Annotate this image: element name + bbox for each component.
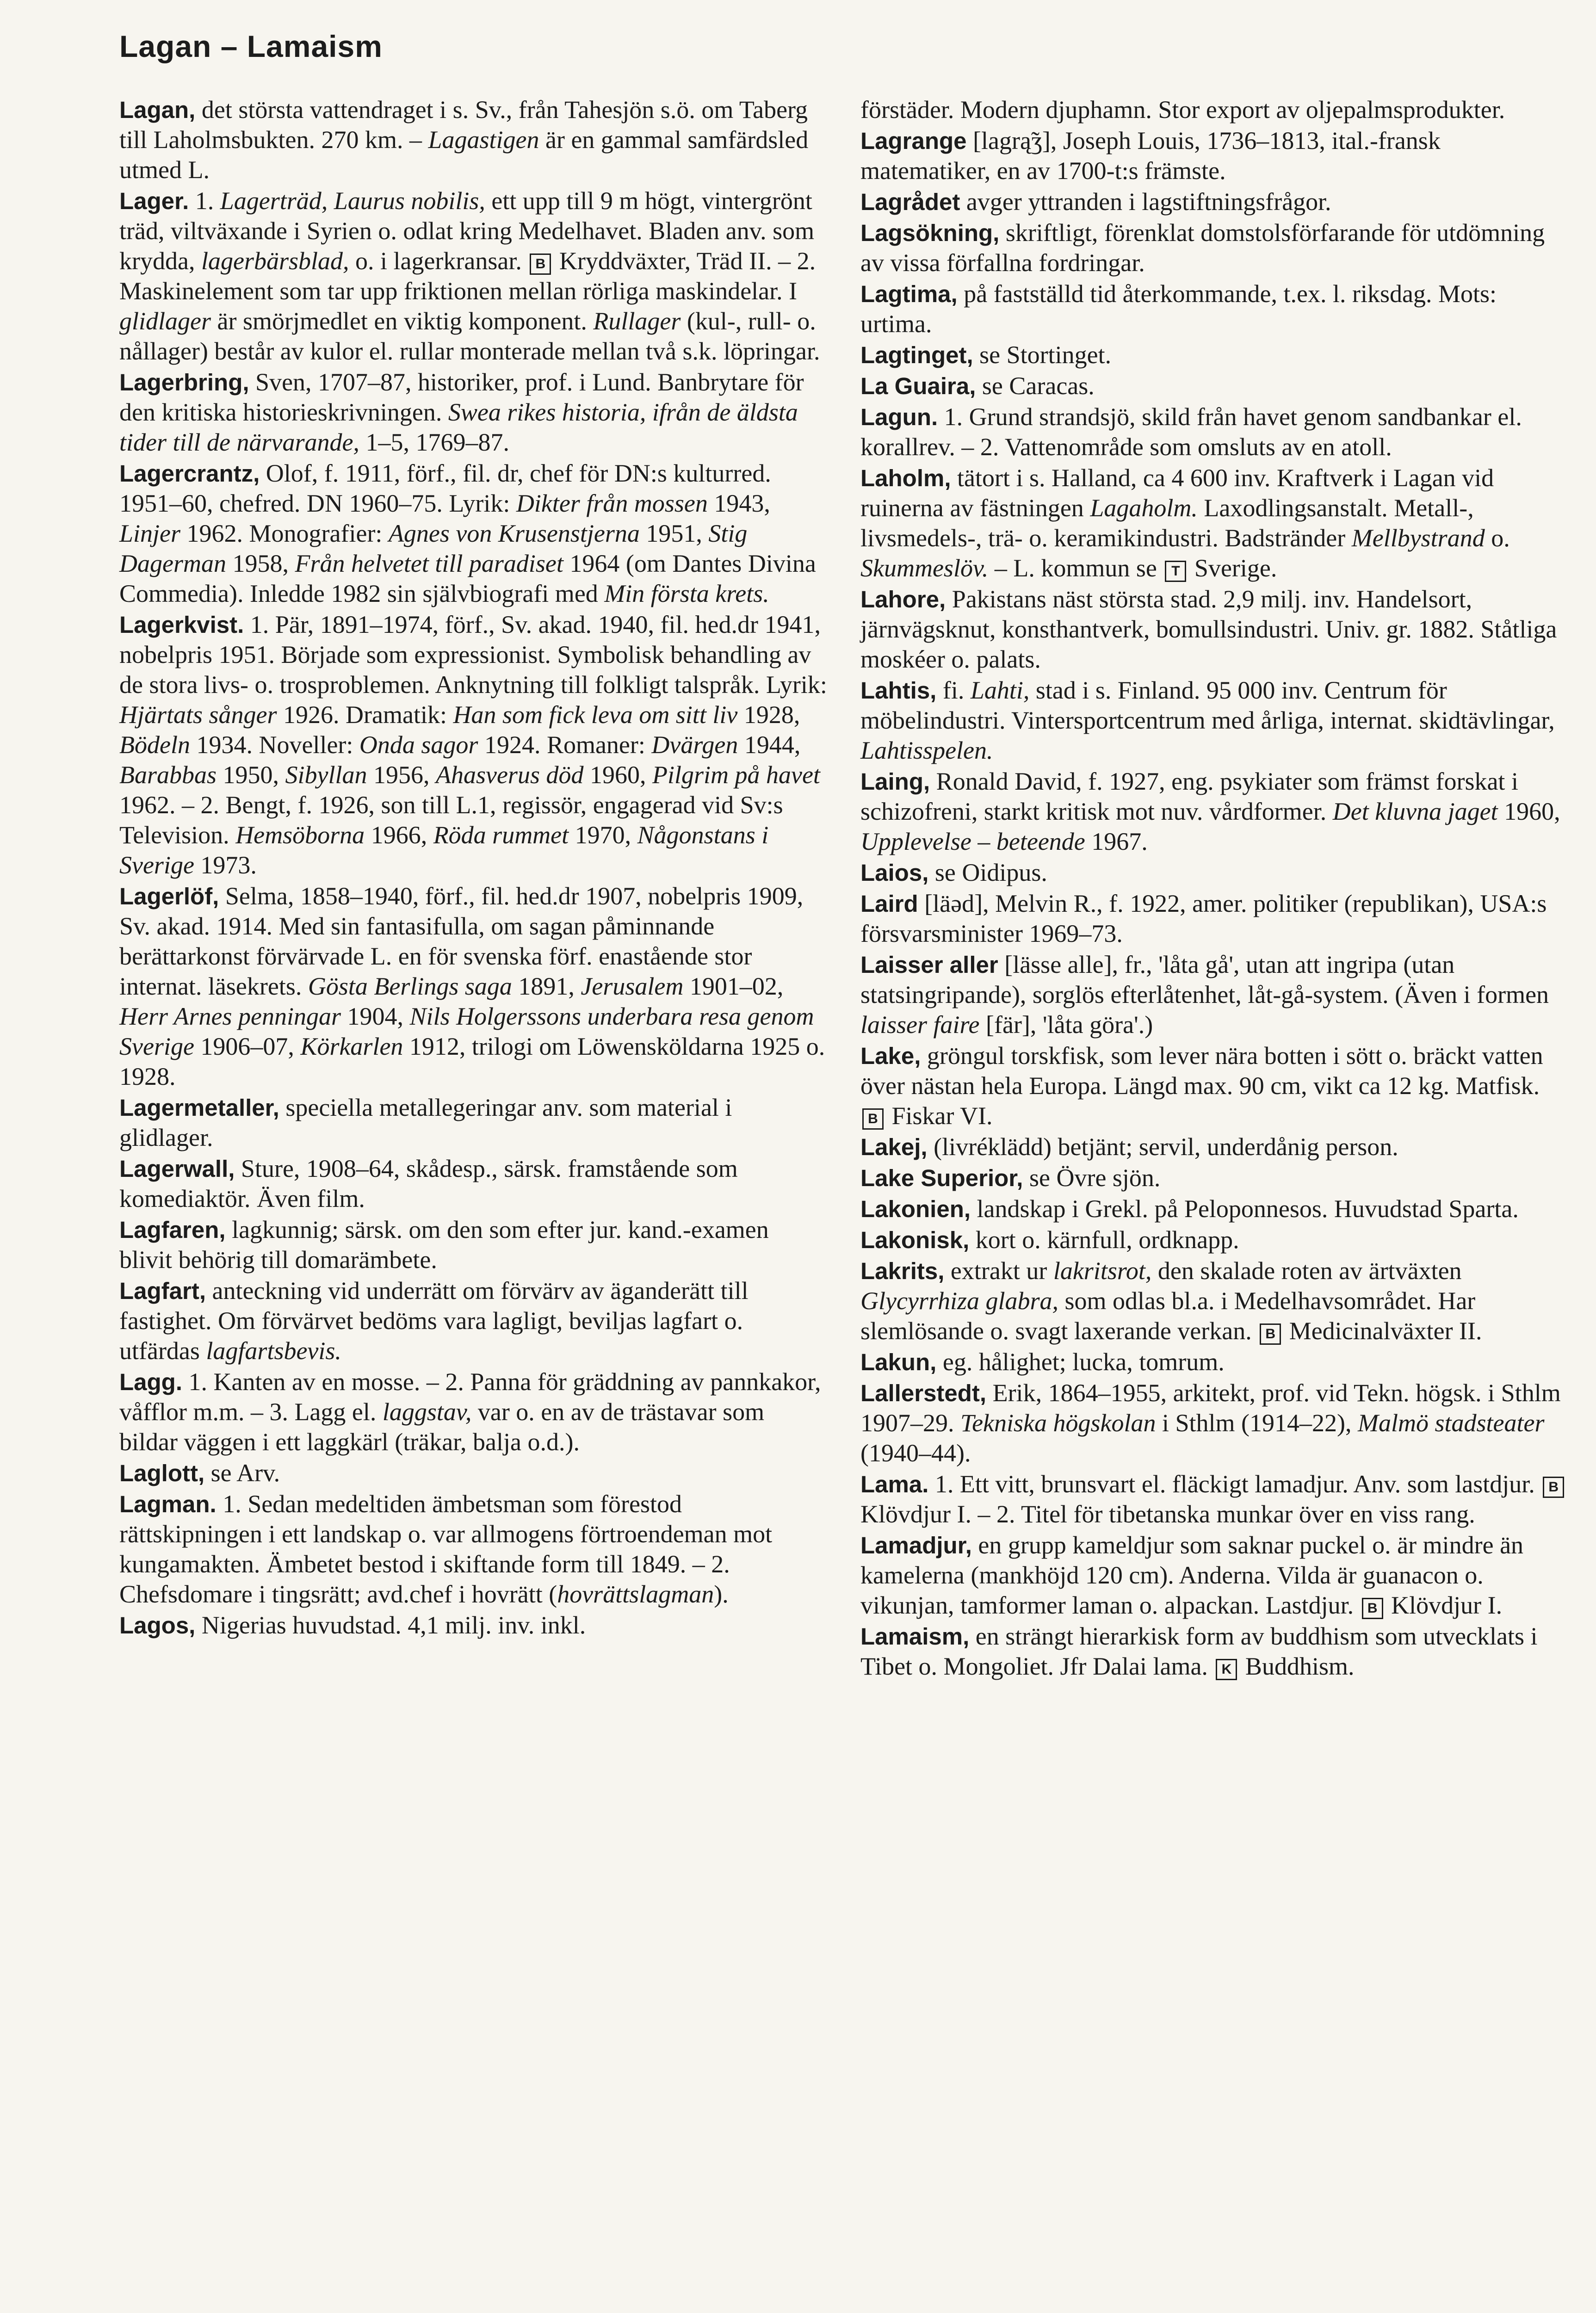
entry-text: o. [1485,524,1510,552]
entry-text: o. i lagerkransar. [349,247,528,275]
entry-headword: Lagan, [119,97,196,123]
entry-headword: Lakun, [860,1349,937,1375]
dictionary-entry [860,1132,1568,1162]
entry-text: [lagrą̃ʒ], Joseph Louis, 1736–1813, ital.-fransk matematiker, en av 1700-t:s främste. [860,127,1441,185]
dictionary-entry [119,186,827,366]
italic-term: laisser faire [860,1011,980,1039]
italic-term: Det kluvna jaget [1332,798,1498,825]
dictionary-entry [119,1215,827,1275]
entry-text: 1912, trilogi om Löwensköldarna 1925 o. 1928. [119,1033,825,1090]
dictionary-entry [119,1489,827,1609]
entry-text: (kul-, rull- o. nållager) består av kulor el. rullar monterade mellan två s.k. löpringar. [119,307,820,365]
dictionary-entry [119,458,827,609]
cross-reference-icon: B [862,1108,884,1130]
entry-text: lagkunnig; särsk. om den som efter jur. kand.-examen blivit behörig till domarämbete. [119,1216,769,1274]
entry-text: stad i s. Finland. 95 000 inv. Centrum för möbelindustri. Vintersportcentrum med årliga, internat. skidtävlingar, [860,676,1555,734]
entry-text: se Caracas. [976,372,1095,400]
dictionary-entry [860,1469,1568,1529]
entry-text: (livréklädd) betjänt; servil, underdånig person. [927,1133,1398,1161]
italic-term: lagfartsbevis. [206,1337,341,1365]
dictionary-entry [860,584,1568,674]
italic-term: Gösta Berlings saga [308,972,512,1000]
dictionary-entry [860,218,1568,278]
entry-text: 1964 (om Dantes Divina Commedia). Inledde 1982 sin självbiografi med [119,550,816,607]
entry-headword: Lakej, [860,1134,928,1160]
italic-term: Lagastigen [428,126,539,154]
italic-term: Onda sagor [359,731,478,759]
italic-term: Swea rikes historia, ifrån de äldsta tider till de närvarande, [119,398,798,456]
entry-headword: Lakonisk, [860,1227,970,1253]
entry-text: en grupp kameldjur som saknar puckel o. är mindre än kamelerna (mankhöjd 120 cm). Anderna. Vilda är guanacon o. vikunjan, tamformer laman o. alpackan. Lastdjur. [860,1531,1524,1619]
italic-term: Bödeln [119,731,190,759]
entry-text: den skalade roten av ärtväxten [1151,1257,1462,1285]
entry-text: som odlas bl.a. i Medelhavsområdet. Har slemlösande o. svagt laxerande verkan. [860,1287,1476,1345]
entry-text: är en gammal samfärdsled utmed L. [119,126,809,184]
dictionary-entry [860,187,1568,217]
cross-reference-icon: B [1260,1323,1281,1345]
italic-term: Skummeslöv. [860,554,989,582]
entry-text: är smörjmedlet en viktig komponent. [211,307,594,335]
italic-term: Linjer [119,519,181,547]
entry-text: 1956, [367,761,436,789]
entry-text: tätort i s. Halland, ca 4 600 inv. Kraftverk i Lagan vid ruinerna av fästningen [860,464,1494,522]
entry-text: [fär], 'låta göra'.) [979,1011,1153,1039]
entry-text: se Övre sjön. [1023,1164,1161,1192]
entry-headword: Lagerwall, [119,1156,235,1182]
italic-term: Stig Dagerman [119,519,748,577]
entry-text: 1934. Noveller: [190,731,359,759]
entry-text: speciella metallegeringar anv. som material i glidlager. [119,1094,732,1151]
entry-text: 1951, [639,519,709,547]
entry-text: eg. hålighet; lucka, tomrum. [936,1348,1225,1376]
dictionary-entry [860,1621,1568,1682]
italic-term: Dikter från mossen [516,489,708,517]
entry-text: Klövdjur I. – 2. Titel för tibetanska munkar över en viss rang. [860,1500,1475,1528]
italic-term: Dvärgen [651,731,738,759]
entry-headword: Lakrits, [860,1258,945,1284]
italic-term: Malmö stadsteater [1358,1409,1545,1437]
dictionary-entry [119,1367,827,1457]
entry-headword: Lake Superior, [860,1165,1023,1191]
entry-headword: Lagerbring, [119,369,249,396]
entry-text: 1891, [512,972,581,1000]
entry-headword: Lagman. [119,1491,217,1517]
right-column [860,95,1568,1682]
entry-text: Selma, 1858–1940, förf., fil. hed.dr 1907, nobelpris 1909, Sv. akad. 1914. Med sin fantasifulla, om sagan påminnande berättarkonst förvärvade L. en för svenska förf. enastående stor internat. läsekrets. [119,882,804,1000]
entry-text: 1958, [226,550,295,577]
entry-headword: Lagrange [860,128,967,154]
entry-headword: Lagrådet [860,189,960,215]
entry-text: Laxodlingsanstalt. Metall-, livsmedels-, trä- o. keramikindustri. Badstränder [860,494,1474,552]
entry-text: kort o. kärnfull, ordknapp. [969,1226,1239,1254]
entry-text: ). [714,1580,729,1608]
entry-text: (1940–44). [860,1439,971,1467]
cross-reference-icon: B [1362,1598,1383,1619]
cross-reference-icon: B [530,254,551,275]
entry-headword: Lallerstedt, [860,1380,987,1406]
entry-text: 1. Ett vitt, brunsvart el. fläckigt lamadjur. Anv. som lastdjur. [928,1470,1541,1498]
entry-headword: Lagg. [119,1369,182,1395]
italic-term: Han som fick leva om sitt liv [453,701,738,729]
entry-text: Buddhism. [1239,1652,1355,1680]
dictionary-entry [860,1225,1568,1255]
italic-term: Min första krets. [604,580,769,607]
entry-text: 1960, [1497,798,1560,825]
entry-headword: Laird [860,891,918,917]
entry-headword: Lakonien, [860,1196,971,1222]
entry-text: Olof, f. 1911, förf., fil. dr, chef för DN:s kulturred. 1951–60, chefred. DN 1960–75. Lyrik: [119,459,771,517]
entry-text: Pakistans näst största stad. 2,9 milj. inv. Handelsort, järnvägsknut, konsthantverk, bomullsindustri. Univ. gr. 1882. Ståtliga moskéer o. palats. [860,585,1557,673]
dictionary-entry [860,279,1568,339]
entry-text: Kryddväxter, Träd II. – 2. Maskinelement som tar upp friktionen mellan rörliga maskindelar. I [119,247,816,305]
dictionary-entry [860,402,1568,462]
entry-headword: Lagerlöf, [119,883,219,909]
entry-text: 1924. Romaner: [478,731,652,759]
italic-term: Röda rummet [433,821,569,849]
entry-text: förstäder. Modern djuphamn. Stor export av oljepalmsprodukter. [860,96,1505,124]
entry-headword: Lagun. [860,404,938,430]
entry-headword: Lagos, [119,1612,196,1639]
italic-term: Lahtisspelen. [860,736,993,764]
entry-headword: Lake, [860,1043,921,1069]
entry-text: 1928, [737,701,800,729]
entry-text: 1. Pär, 1891–1974, förf., Sv. akad. 1940, fil. hed.dr 1941, nobelpris 1951. Började som expressionist. Symbolisk behandling av de stora livs- o. trosproblemen. Anknytning till folkligt talspråk. Lyrik: [119,611,827,699]
italic-term: laggstav, [382,1398,472,1426]
entry-headword: Lagsökning, [860,220,1000,246]
entry-text: var o. en av de trästavar som bildar väggen i ett laggkärl (träkar, balja o.d.). [119,1398,765,1456]
entry-text: 1926. Dramatik: [277,701,453,729]
entry-text: 1. Grund strandsjö, skild från havet genom sandbankar el. korallrev. – 2. Vattenområde som omsluts av en atoll. [860,403,1522,461]
italic-term: Lagaholm. [1090,494,1198,522]
entry-headword: Lagfaren, [119,1217,226,1243]
cross-reference-icon: T [1165,561,1186,582]
cross-reference-icon: B [1543,1477,1564,1498]
entry-text: – L. kommun se [988,554,1163,582]
italic-term: Upplevelse – beteende [860,828,1085,855]
cross-reference-icon: K [1216,1659,1237,1680]
dictionary-entry [860,1041,1568,1131]
italic-term: glidlager [119,307,211,335]
entry-text: en strängt hierarkisk form av buddhism som utvecklats i Tibet o. Mongoliet. Jfr Dalai lama. [860,1622,1538,1680]
entry-text: [lässe alle], fr., 'låta gå', utan att ingripa (utan statsingripande), sorglös efterlåtenhet, låt-gå-system. (Även i formen [860,951,1549,1008]
entry-headword: Laglott, [119,1460,205,1486]
dictionary-entry [860,1163,1568,1193]
dictionary-entry [119,1610,827,1640]
entry-text: se Arv. [204,1459,280,1487]
entry-text: 1904, [341,1002,410,1030]
italic-term: Från helvetet till paradiset [295,550,563,577]
dictionary-entry [119,610,827,880]
italic-term: Hemsöborna [235,821,365,849]
italic-term: Mellbystrand [1351,524,1485,552]
italic-term: lagerbärsblad, [201,247,349,275]
dictionary-entry [860,95,1568,125]
dictionary-entry [860,950,1568,1040]
entry-headword: Lagercrantz, [119,460,260,487]
entry-text: 1973. [194,851,257,879]
entry-headword: Laholm, [860,465,951,491]
italic-term: Barabbas [119,761,217,789]
italic-term: Sibyllan [285,761,367,789]
entry-text: på fastställd tid återkommande, t.ex. l. riksdag. Mots: urtima. [860,280,1497,338]
entry-headword: La Guaira, [860,373,976,399]
entry-text: 1. [189,187,220,215]
dictionary-entry [119,1458,827,1488]
entry-text: Sture, 1908–64, skådesp., särsk. framstående som komediaktör. Även film. [119,1155,738,1212]
entry-text: Fiskar VI. [885,1102,993,1130]
entry-text: 1970, [569,821,637,849]
entry-text: gröngul torskfisk, som lever nära botten i sött o. bräckt vatten över nästan hela Europa. Längd max. 90 cm, vikt ca 12 kg. Matfisk. [860,1042,1543,1100]
entry-text: det största vattendraget i s. Sv., från Tahesjön s.ö. om Taberg till Laholmsbukten. 270 km. – [119,96,808,154]
entry-headword: Lagermetaller, [119,1095,279,1121]
italic-term: Lagerträd, Laurus nobilis, [220,187,485,215]
entry-text: fi. [936,676,971,704]
entry-headword: Lagtima, [860,281,958,307]
entry-text: 1906–07, [194,1033,301,1060]
entry-headword: Lamadjur, [860,1532,972,1558]
entry-headword: Laing, [860,768,930,795]
entry-text: 1. Sedan medeltiden ämbetsman som förestod rättskipningen i ett landskap o. var allmogens förtroendeman mot kungamakten. Ämbetet bestod i skiftande form till 1849. – 2. Chefsdomare i tingsrätt; avd.chef i hovrätt ( [119,1490,773,1608]
italic-term: Jerusalem [581,972,684,1000]
entry-headword: Lagtinget, [860,342,973,368]
entry-headword: Laisser aller [860,952,998,978]
dictionary-entry [860,1378,1568,1468]
dictionary-entry [119,1276,827,1366]
italic-term: hovrättslagman [557,1580,714,1608]
entry-headword: Lamaism, [860,1623,970,1650]
italic-term: Någonstans i Sverige [119,821,769,879]
dictionary-entry [119,1154,827,1214]
italic-term: Herr Arnes penningar [119,1002,341,1030]
entry-text: [läәd], Melvin R., f. 1922, amer. politiker (republikan), USA:s försvarsminister 1969–73. [860,890,1547,947]
left-column [119,95,827,1641]
entry-text: Sven, 1707–87, historiker, prof. i Lund. Banbrytare för den kritiska historieskrivningen. [119,368,804,426]
dictionary-entry [860,340,1568,370]
entry-text: Sverige. [1188,554,1277,582]
entry-text: extrakt ur [944,1257,1053,1285]
entry-text: 1943, [707,489,770,517]
entry-text: Erik, 1864–1955, arkitekt, prof. vid Tekn. högsk. i Sthlm 1907–29. [860,1379,1561,1437]
italic-term: Agnes von Krusenstjerna [388,519,640,547]
italic-term: lakritsrot, [1053,1257,1152,1285]
entry-text: i Sthlm (1914–22), [1156,1409,1358,1437]
entry-headword: Lama. [860,1471,929,1497]
italic-term: Tekniska högskolan [960,1409,1156,1437]
entry-text: se Stortinget. [973,341,1112,369]
italic-term: Lahti, [970,676,1030,704]
italic-term: Nils Holgerssons underbara resa genom Sverige [119,1002,814,1060]
italic-term: Glycyrrhiza glabra, [860,1287,1058,1315]
dictionary-entry [119,367,827,458]
entry-text: 1. Kanten av en mosse. – 2. Panna för gräddning av pannkakor, våfflor m.m. – 3. Lagg el. [119,1368,821,1426]
entry-text: se Oidipus. [928,859,1047,886]
entry-text: 1950, [217,761,285,789]
entry-text: ett upp till 9 m högt, vintergrönt träd, viltväxande i Syrien o. odlat kring Medelhavet. Bladen anv. som krydda, [119,187,815,275]
entry-text: skriftligt, förenklat domstolsförfarande för utdömning av vissa förfallna fordringar. [860,219,1545,277]
entry-text: anteckning vid underrätt om förvärv av äganderätt till fastighet. Om förvärvet bedöms vara lagligt, beviljas lagfart o. utfärdas [119,1277,749,1365]
entry-text: Nigerias huvudstad. 4,1 milj. inv. inkl. [195,1611,586,1639]
entry-text: 1966, [365,821,433,849]
italic-term: Körkarlen [300,1033,403,1060]
italic-term: Ahasverus död [436,761,584,789]
dictionary-entry [860,767,1568,857]
entry-text: 1962. Monografier: [180,519,389,547]
entry-text: Klövdjur I. [1385,1591,1503,1619]
entry-text: landskap i Grekl. på Peloponnesos. Huvudstad Sparta. [971,1195,1519,1223]
entry-headword: Lahore, [860,586,946,612]
entry-text: Medicinalväxter II. [1283,1317,1482,1345]
italic-term: Hjärtats sånger [119,701,277,729]
dictionary-entry [860,675,1568,766]
dictionary-entry [860,1194,1568,1224]
entry-text: 1944, [738,731,801,759]
entry-text: 1960, [583,761,652,789]
dictionary-entry [119,1093,827,1153]
dictionary-entry [860,858,1568,888]
italic-term: Rullager [593,307,681,335]
dictionary-entry [860,463,1568,583]
dictionary-entry [119,95,827,185]
entry-text: 1–5, 1769–87. [359,428,509,456]
entry-text: 1901–02, [683,972,784,1000]
entry-text: 1967. [1085,828,1148,855]
entry-text: Ronald David, f. 1927, eng. psykiater som främst forskat i schizofreni, starkt kritisk mot nuv. vårdformer. [860,767,1518,825]
dictionary-entry [119,881,827,1092]
dictionary-entry [860,1256,1568,1346]
entry-headword: Lager. [119,188,189,214]
entry-headword: Laios, [860,860,929,886]
entry-headword: Lagfart, [119,1278,206,1304]
dictionary-entry [860,889,1568,949]
dictionary-entry [860,1530,1568,1620]
dictionary-entry [860,126,1568,186]
entry-text: 1962. – 2. Bengt, f. 1926, son till L.1, regissör, engagerad vid Sv:s Television. [119,791,783,849]
entry-headword: Lagerkvist. [119,612,244,638]
italic-term: Pilgrim på havet [652,761,820,789]
dictionary-entry [860,371,1568,401]
running-head: Lagan – Lamaism [119,29,383,63]
entry-text: avger yttranden i lagstiftningsfrågor. [960,188,1331,216]
entry-headword: Lahtis, [860,677,937,704]
dictionary-entry [860,1347,1568,1377]
